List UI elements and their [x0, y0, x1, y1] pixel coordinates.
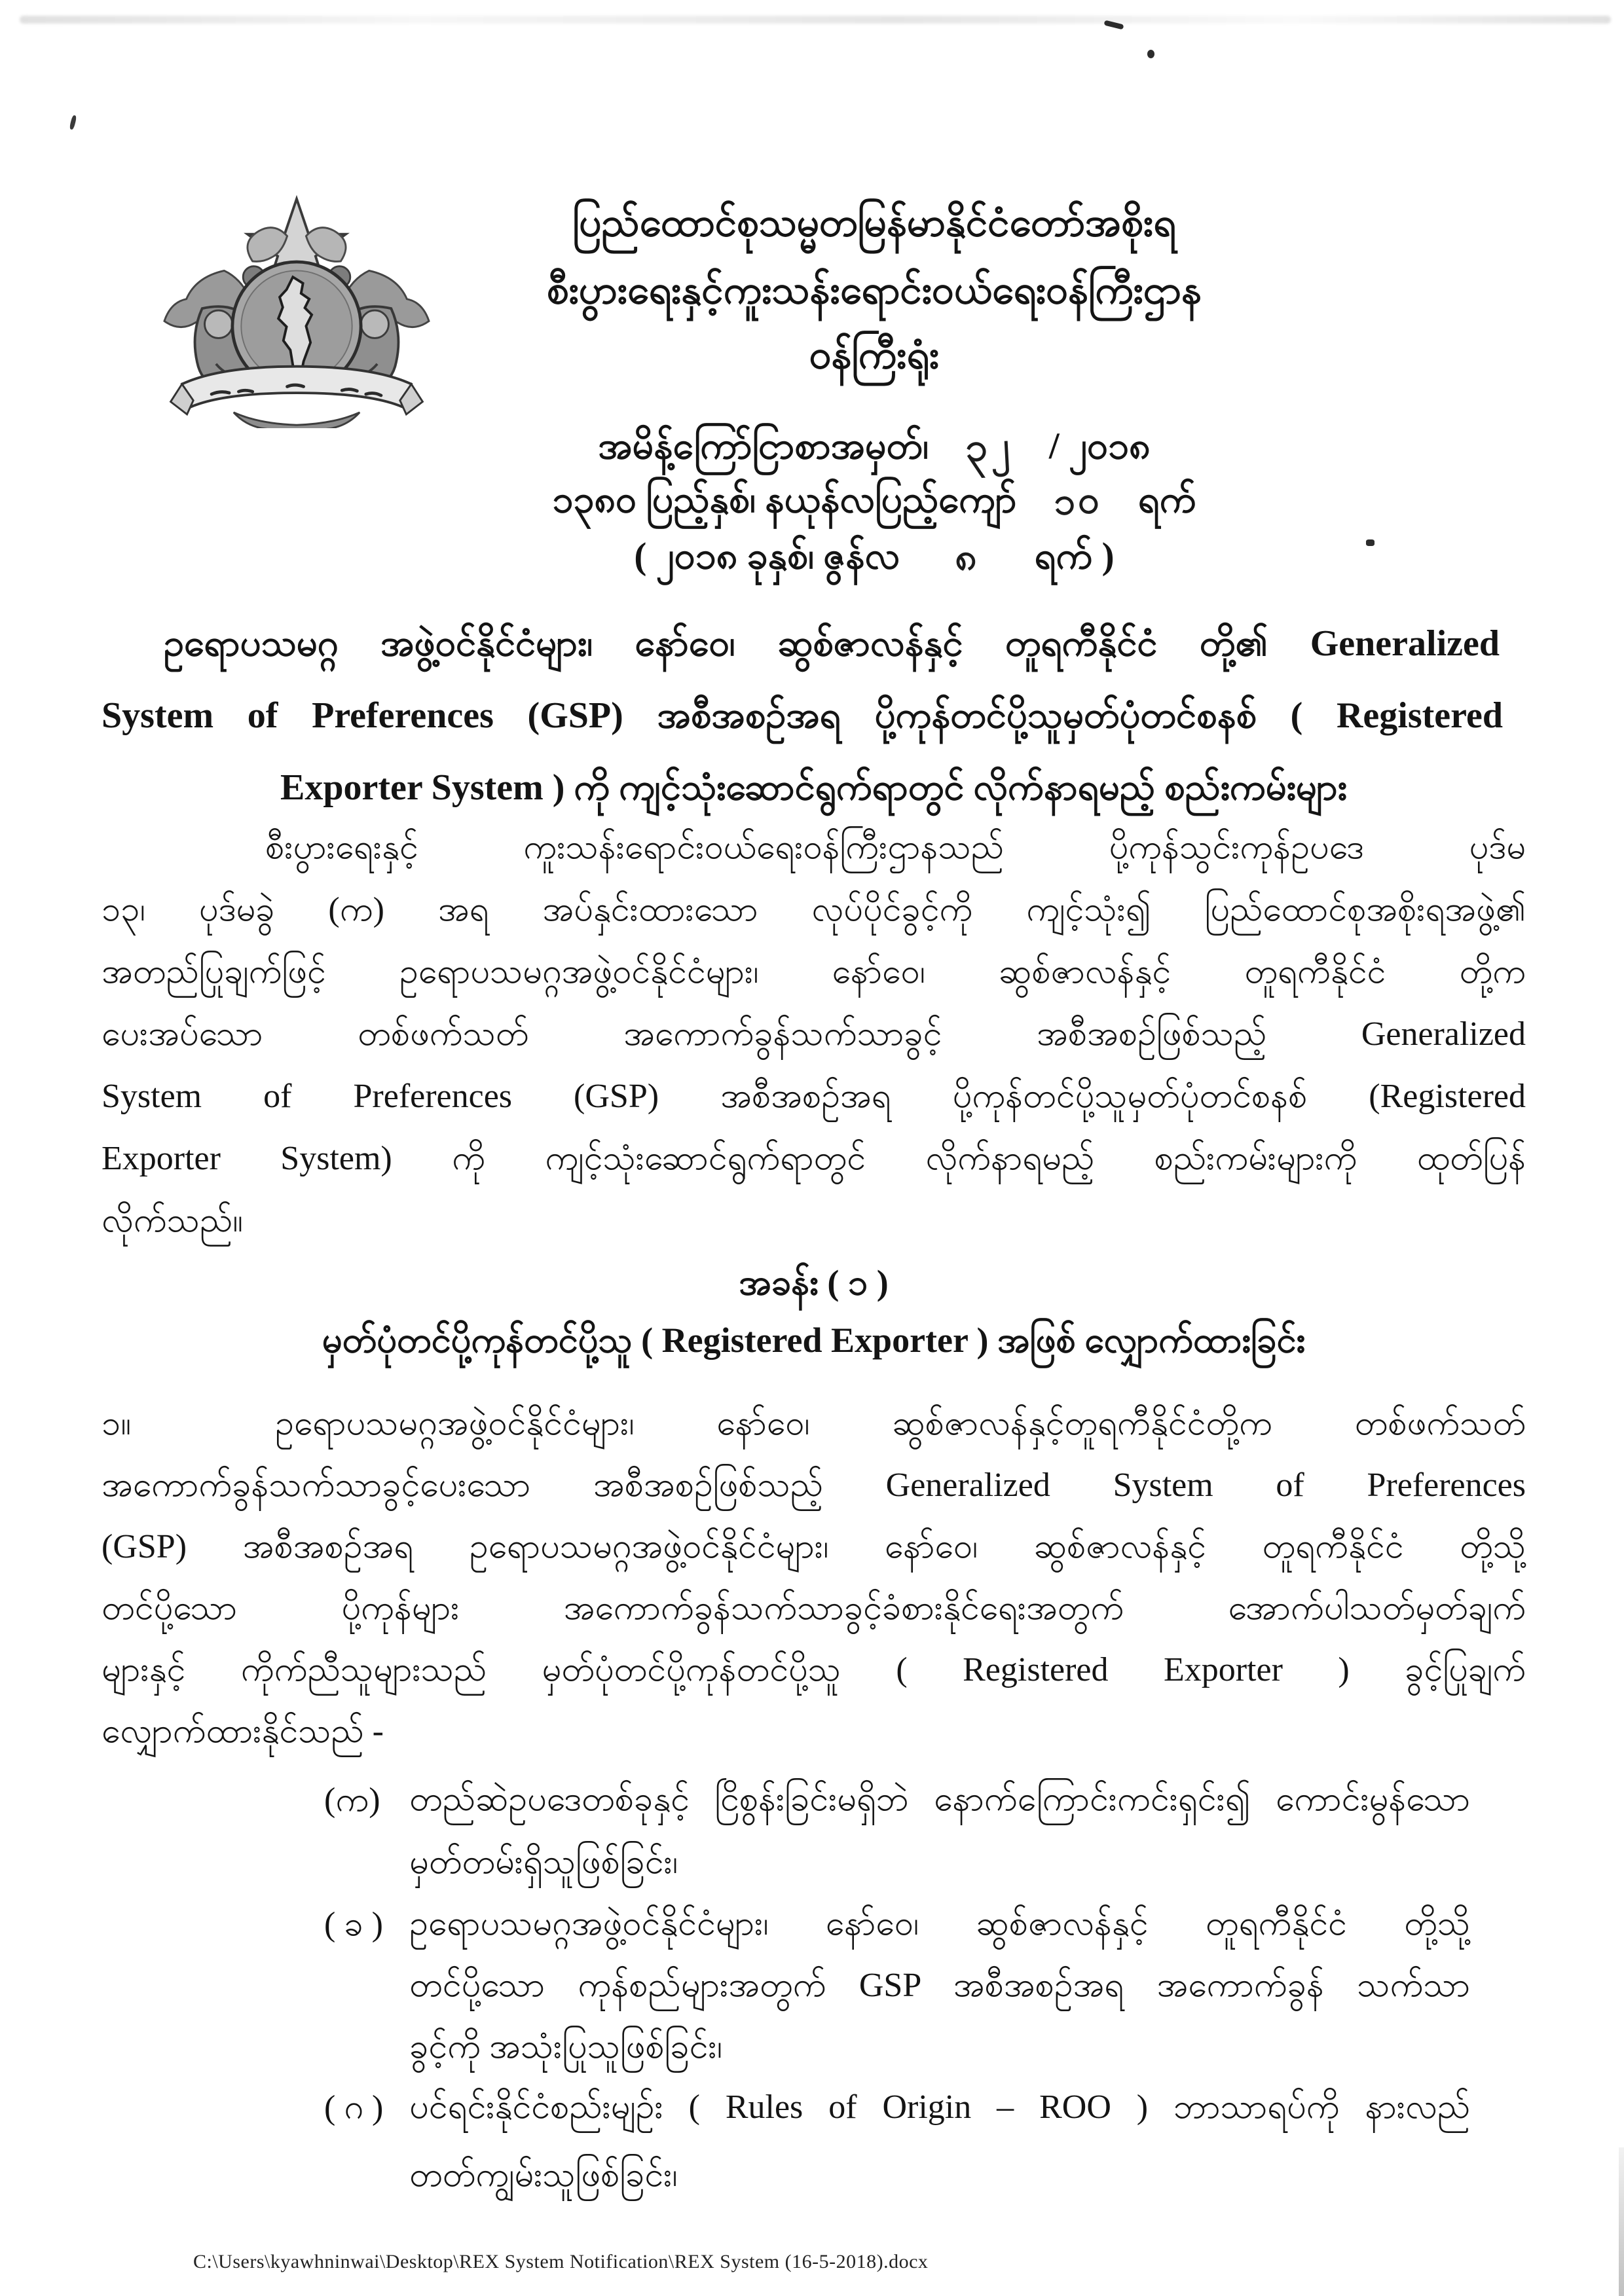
- myanmar-date-line: [124, 475, 1624, 523]
- myanmar-date-prefix: ၁၃၈၀ ပြည့်နှစ်၊ နယုန်လပြည့်ကျော်: [552, 479, 1017, 520]
- scan-smudge: [20, 16, 1611, 24]
- preamble-line: စီးပွားရေးနှင့် ကူးသန်းရောင်းဝယ်ရေးဝန်ကြီးဌာနသည် ပို့ကုန်သွင်းကုန်ဥပဒေ ပုဒ်မ: [265, 829, 1526, 866]
- document-file-path: C:\Users\kyawhninwai\Desktop\REX System Notification\REX System (16-5-2018).docx: [193, 2251, 929, 2272]
- section-line: ဥရောပသမဂ္ဂအဖွဲ့ဝင်နိုင်ငံများ၊ နော်ဝေ၊ ဆွစ်ဇာလန်နှင့်တူရကီနိုင်ငံတို့က တစ်ဖက်သတ်: [275, 1405, 1526, 1442]
- scan-speck: [1147, 50, 1154, 58]
- myanmar-date-suffix: ရက်: [1138, 479, 1196, 520]
- list-item-line: တည်ဆဲဥပဒေတစ်ခုနှင့် ငြိစွန်းခြင်းမရှိဘဲ နောက်ကြောင်းကင်းရှင်း၍ ကောင်းမွန်သော: [409, 1781, 1470, 1818]
- notification-number-year: / ၂၀၁၈: [1048, 426, 1151, 467]
- gregorian-date-day-handwritten: ၈: [953, 534, 981, 579]
- letterhead-ministry: စီးပွားရေးနှင့်ကူးသန်းရောင်းဝယ်ရေးဝန်ကြီးဌာန: [546, 268, 1202, 312]
- preamble-line: System of Preferences (GSP) အစီအစဉ်အရ ပို့ကုန်တင်ပို့သူမှတ်ပုံတင်စနစ် (Registered: [101, 1078, 1526, 1115]
- preamble-line: Exporter System) ကို ကျင့်သုံးဆောင်ရွက်ရာတွင် လိုက်နာရမည့် စည်းကမ်းများကို ထုတ်ပြန်: [101, 1140, 1526, 1177]
- list-item-label: ( ခ ): [324, 1906, 383, 1943]
- preamble-line: ၁၃၊ ပုဒ်မခွဲ (က) အရ အပ်နှင်းထားသော လုပ်ပိုင်ခွင့်ကို ကျင့်သုံး၍ ပြည်ထောင်စုအစိုးရအဖွဲ့၏: [101, 891, 1526, 928]
- preamble-line: လိုက်သည်။: [101, 1202, 243, 1239]
- list-item-line: မှတ်တမ်းရှိသူဖြစ်ခြင်း၊: [409, 1844, 678, 1881]
- notification-title-line: ဥရောပသမဂ္ဂ အဖွဲ့ဝင်နိုင်ငံများ၊ နော်ဝေ၊ ဆွစ်ဇာလန်နှင့် တူရကီနိုင်ငံ တို့၏ Generalized: [164, 623, 1500, 664]
- notification-title-line: System of Preferences (GSP) အစီအစဉ်အရ ပို့ကုန်တင်ပို့သူမှတ်ပုံတင်စနစ် ( Registered: [101, 695, 1503, 736]
- letterhead-office: ဝန်ကြီးရုံး: [809, 333, 940, 376]
- notification-number-handwritten: ၃၂: [964, 422, 1014, 471]
- notification-number-label: အမိန့်ကြော်ငြာစာအမှတ်၊: [598, 426, 929, 467]
- notification-title-line: Exporter System ) ကို ကျင့်သုံးဆောင်ရွက်ရာတွင် လိုက်နာရမည့် စည်းကမ်းများ: [280, 767, 1348, 808]
- list-item-line: ဥရောပသမဂ္ဂအဖွဲ့ဝင်နိုင်ငံများ၊ နော်ဝေ၊ ဆွစ်ဇာလန်နှင့် တူရကီနိုင်ငံ တို့သို့: [409, 1905, 1470, 1942]
- letterhead-government: ပြည်ထောင်စုသမ္မတမြန်မာနိုင်ငံတော်အစိုးရ: [572, 201, 1176, 244]
- scan-speck: [69, 115, 77, 130]
- preamble-line: အတည်ပြုချက်ဖြင့် ဥရောပသမဂ္ဂအဖွဲ့ဝင်နိုင်ငံများ၊ နော်ဝေ၊ ဆွစ်ဇာလန်နှင့် တူရကီနိုင်ငံ တို့က: [101, 953, 1526, 991]
- section-line: လျှောက်ထားနိုင်သည် -: [101, 1713, 384, 1750]
- list-item-line: တတ်ကျွမ်းသူဖြစ်ခြင်း၊: [409, 2157, 678, 2194]
- gregorian-date-suffix: ရက် ): [1034, 536, 1115, 577]
- notification-number-line: [124, 421, 1624, 470]
- chapter-number: အခန်း ( ၁ ): [739, 1263, 889, 1302]
- list-item-label: (က): [324, 1781, 380, 1819]
- preamble-line: ပေးအပ်သော တစ်ဖက်သတ် အကောက်ခွန်သက်သာခွင့် အစီအစဉ်ဖြစ်သည့် Generalized: [101, 1015, 1526, 1053]
- section-line: (GSP) အစီအစဉ်အရ ဥရောပသမဂ္ဂအဖွဲ့ဝင်နိုင်ငံများ၊ နော်ဝေ၊ ဆွစ်ဇာလန်နှင့် တူရကီနိုင်ငံ တို့သို့: [101, 1528, 1526, 1565]
- gregorian-date-line: [124, 532, 1624, 579]
- section-line: အကောက်ခွန်သက်သာခွင့်ပေးသော အစီအစဉ်ဖြစ်သည့် Generalized System of Preferences: [101, 1467, 1526, 1504]
- scan-edge-shadow: [1619, 2147, 1624, 2296]
- list-item-line: တင်ပို့သော ကုန်စည်များအတွက် GSP အစီအစဉ်အရ အကောက်ခွန် သက်သာ: [409, 1967, 1470, 2004]
- section-number: ၁။: [101, 1405, 131, 1442]
- section-line: တင်ပို့သော ပို့ကုန်များ အကောက်ခွန်သက်သာခွင့်ခံစားနိုင်ရေးအတွက် အောက်ပါသတ်မှတ်ချက်: [101, 1590, 1526, 1627]
- section-line: များနှင့် ကိုက်ညီသူများသည် မှတ်ပုံတင်ပို့ကုန်တင်ပို့သူ ( Registered Exporter ) ခွင့်ပြုချက်: [101, 1651, 1526, 1688]
- myanmar-date-day-handwritten: ၁၀: [1052, 477, 1103, 524]
- list-item-line: ခွင့်ကို အသုံးပြုသူဖြစ်ခြင်း၊: [409, 2028, 722, 2066]
- list-item-label: ( ဂ ): [324, 2089, 384, 2126]
- list-item-line: ပင်ရင်းနိုင်ငံစည်းမျဉ်း ( Rules of Origin – ROO ) ဘာသာရပ်ကို နားလည်: [409, 2088, 1470, 2126]
- gregorian-date-prefix: ( ၂၀၁၈ ခုနှစ်၊ ဇွန်လ: [634, 536, 900, 577]
- chapter-title: မှတ်ပုံတင်ပို့ကုန်တင်ပို့သူ ( Registered Exporter ) အဖြစ် လျှောက်ထားခြင်း: [322, 1321, 1306, 1360]
